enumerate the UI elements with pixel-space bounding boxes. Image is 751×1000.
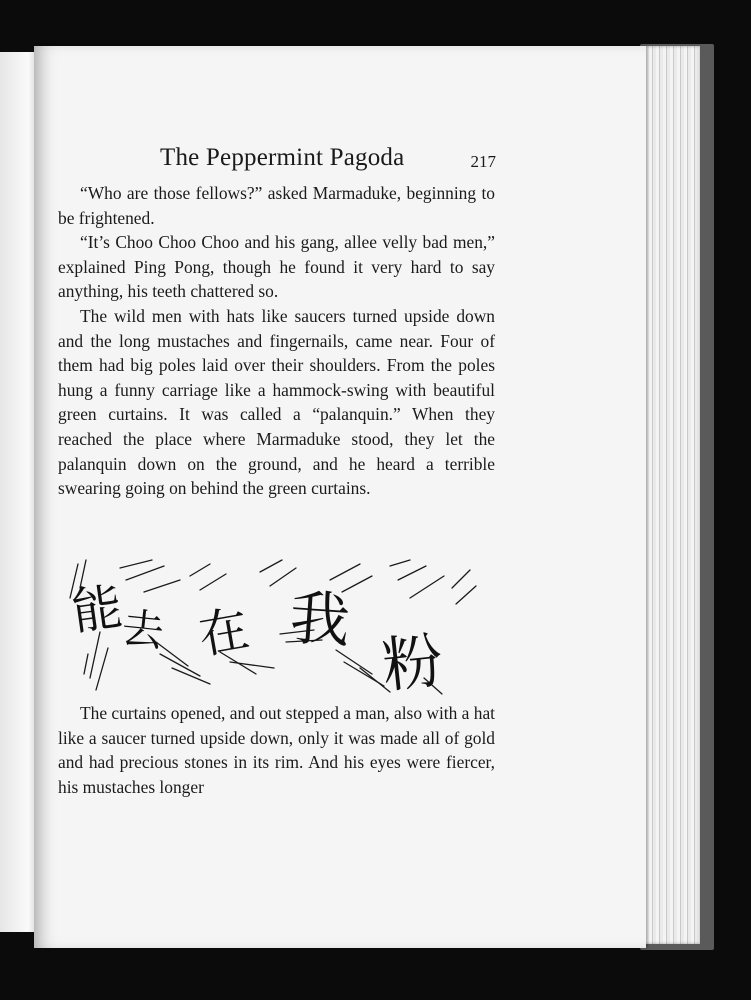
body-text-top — [58, 181, 495, 501]
paragraph: “Who are those fellows?” asked Marmaduke, beginning to be frightened. — [58, 183, 495, 228]
paragraph: The curtains opened, and out stepped a man, also with a hat like a saucer turned upside down, only it was made all of gold and had precious stones in its rim. And his eyes were fiercer, his mustaches longer — [58, 703, 495, 797]
page-number: 217 — [470, 152, 496, 171]
paragraph: “It’s Choo Choo Choo and his gang, allee velly bad men,” explained Ping Pong, though he found it very hard to say anything, his teeth chattered so. — [58, 232, 495, 302]
swearing-drawing — [60, 558, 480, 698]
running-head — [160, 144, 496, 178]
glyph: 我 — [287, 582, 353, 658]
glyph: 去 — [119, 603, 167, 657]
glyph: 粉 — [379, 625, 447, 698]
glyph: 能 — [68, 577, 126, 642]
body-text-bottom — [58, 701, 495, 799]
paragraph: The wild men with hats like saucers turned upside down and the long mustaches and fingernails, came near. Four of them had big poles laid over their shoulders. From the poles hung a funny carriage like a hammock-swing with beautiful green curtains. It was called a “palanquin.” When they reached the place where Marmaduke stood, they let the palanquin down on the ground, and he heard a terrible swearing going on behind the green curtains. — [58, 305, 495, 499]
chinese-swearing-illustration — [60, 558, 480, 698]
running-title: The Peppermint Pagoda — [160, 144, 405, 171]
glyph: 在 — [194, 599, 254, 666]
